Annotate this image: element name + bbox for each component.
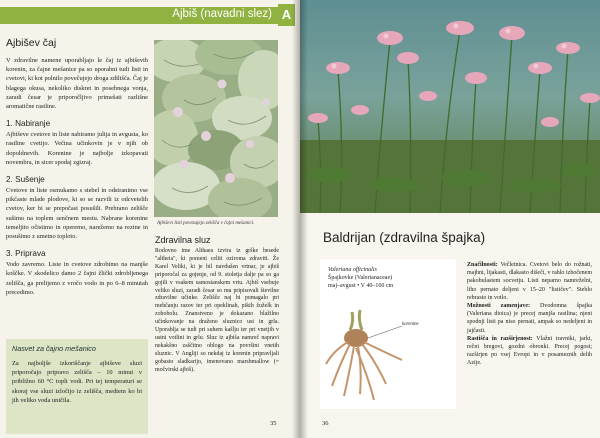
middle-column <box>155 235 279 375</box>
bloom-height: maj–avgust • V 40–160 cm <box>328 283 394 289</box>
plant-title: Baldrijan (zdravilna špajka) <box>323 230 486 245</box>
section-title: Ajbišev čaj <box>6 37 57 49</box>
left-column <box>6 37 148 297</box>
step1-title: 1. Nabiranje <box>6 119 51 129</box>
characteristics-label: Značilnosti: <box>467 262 498 268</box>
lookalikes-paragraph <box>467 302 592 335</box>
step3-title: 3. Priprava <box>6 249 46 259</box>
right-column <box>467 261 592 368</box>
index-letter-tab: A <box>278 4 295 26</box>
lookalikes-label: Možnosti zamenjave: <box>467 303 530 310</box>
lookalikes-text: Dvodomna špajka (Valeriana dioica) je precej manjša rastlina; njeni spodnji listi pa niso pernati, ampak so nedeljeni in jajčasti. <box>467 303 593 334</box>
habitat-paragraph <box>467 335 592 368</box>
habitat-text: Vlažni travniki, jarki, rečni bregovi, gozdni obronki. Precej pogost; razširjen po vsej Evropi in v posameznih delih Azije. <box>467 335 592 367</box>
root-label: korenine <box>402 322 419 327</box>
header-band <box>0 7 278 24</box>
characteristics-paragraph <box>467 261 592 302</box>
middle-text: Rodovno ime Althaea izvira iz grške besede "altheia", ki pomeni celiti oziroma zdraviti. Že Karel Veliki, ki je bil navdušen vrtnar, je ajbiš priporočal za gojenje, od 9. stoletja dalje pa so ga gojili v vsakem samostanskem vrtu. Ajbiš vsebuje veliko sluzi, zaradi česar so mu pripisovali številne zdravilne učinke. Zelišče naj bi pomagalo pri mehčanju razov ter pri opeklinah, pikih žuželk in zobobolu. Znanstveno je dokazano blažilno učinkovanje na draženo sluznico ust in grla. Uporablja se tudi pri suhem kašlju ter pri vnetjih v ustni votlini in grlu. Sluz iz ajbiša namreč napravi nekakšno zaščitno oblogo na površini vnetih sluznic. V Angliji so nekdaj iz korenin pripravljali gobasto sladkarijo, imenovano marshmallow (= močvirski ajbiš). <box>155 248 279 373</box>
step2-title: 2. Sušenje <box>6 175 45 185</box>
habitat-label: Rastišča in razširjenost: <box>467 335 533 342</box>
valerian-photo <box>300 0 600 213</box>
tip-box-title: Nasvet za čajno mešanico <box>12 344 96 353</box>
tip-box <box>6 339 148 434</box>
right-page <box>300 0 600 438</box>
page-number-right: 36 <box>322 420 329 427</box>
book-gutter <box>292 0 308 438</box>
plant-family: Špajkovke (Valerianaceae) <box>328 275 393 281</box>
step1-text: Ajbiševe cvetove in liste nabiramo julija in avgusta, ko rastline cvetijo. Večina učinkovin je v njih ob dopoldnevih. Korenine je najbolje izkopavati novembra, in sicer spodaj zgizraj. <box>6 131 148 166</box>
latin-name: Valeriana officinalis <box>328 267 377 273</box>
page-number-left: 35 <box>270 420 277 427</box>
tip-box-text: Za najboljše izkoriščanje ajbiševe sluzi priporočajo pripravo zelišča – 10 minut v približno 60 °C topli vodi. Pri tej temperaturi se skoraj vse sluzi izločijo iz zelišča, medtem ko bi jih veliko voda uničila. <box>12 360 142 404</box>
intro-paragraph: V zdravilne namene uporabljajo le čaj iz ajbiševih korenin, za čajne mešanice pa so uporabni tudi listi in cvetovi, ki kot polnilo povečujejo droga zdilišča. Čaj je blagega okusa, nekoliko diskret in posebnega vonja, zaradi česar je priporočljivo primešati razlišne aromatične rastline. <box>6 57 148 111</box>
photo-caption: Ajbiševi listi povezujejo zelišča v čajni mešanici. <box>157 221 255 226</box>
step2-text: Cvetove in liste osmukamo s stebel in odstranimo vse pikčaste mlade plodove, ki so se razvili iz odcvetelih cvetov, ker bi se prepočasi posušili. Prebrano zelišče sušimo na toplem senčnem mestu. Nabrane korenine temeljito očistimo in operemo, narežemo na rezine in posušimo z umetno toploto. <box>6 187 148 241</box>
middle-title: Zdravilna sluz <box>155 235 211 245</box>
header-title: Ajbiš (navadni slez) <box>172 8 272 20</box>
step3-text: Vodo zavremo. Liste in cvetove zdrobimo na manjše koščke. V skodelico damo 2 čajni žlički zdrobljenega zelišča, ga prelijemo z vročo vodo in po 6–8 minutah precedimo. <box>6 261 148 296</box>
leaf-photo <box>154 40 278 217</box>
characteristics-text: Večletnica. Cvetovi belo do rožnati, majhni, lijakasti, dlakasto dišeči, v rahlo izbočenem pakobulastem socvetju. Listi neparno namreželni, liho pernato deljeni v 15–20 "lističev". Steblo rebrasto in votlo. <box>467 262 592 301</box>
root-illustration <box>322 304 432 404</box>
